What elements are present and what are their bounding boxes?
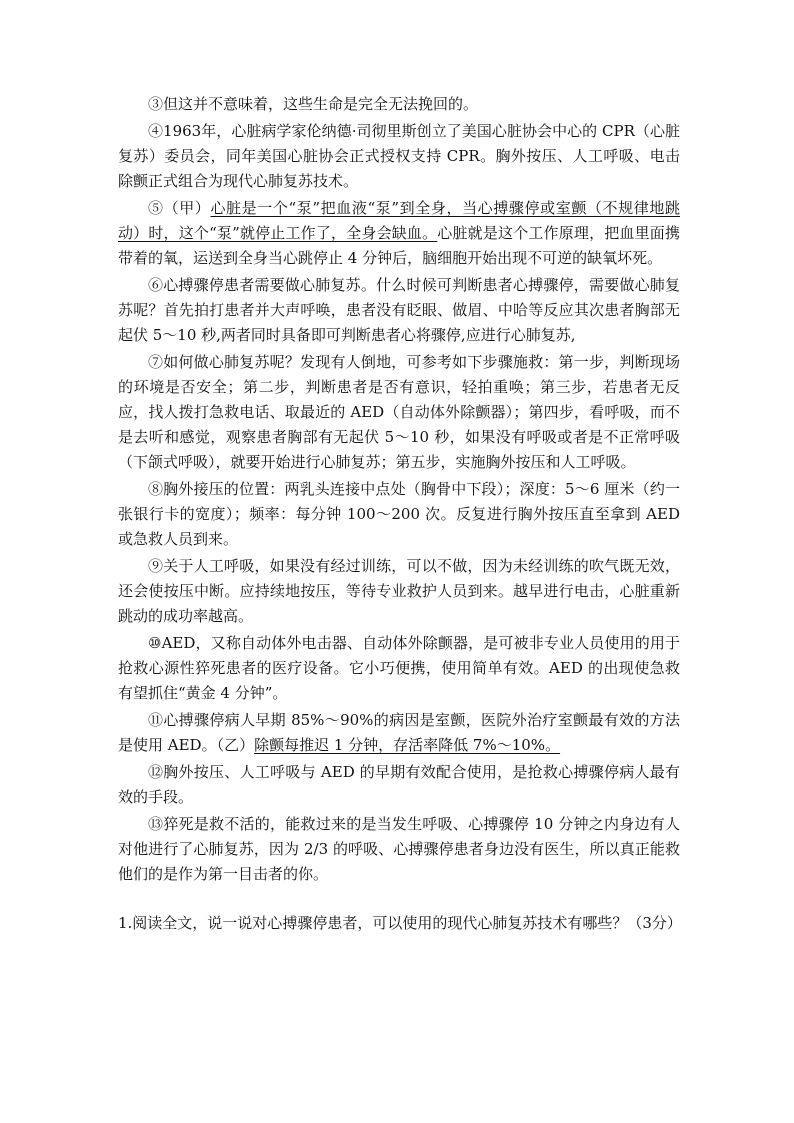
paragraph-text: ⑨关于人工呼吸，如果没有经过训练，可以不做，因为未经训练的吹气既无效，还会使按压中断。应持续地按压，等待专业救护人员到来。越早进行电击，心脏重新跳动的成功率越高。 [118, 557, 680, 625]
paragraph-text: ⑬猝死是救不活的，能救过来的是当发生呼吸、心搏骤停 10 分钟之内身边有人对他进行了心肺复苏，因为 2/3 的呼吸、心搏骤停患者身边没有医生，所以真正能救他们的是作为第一目击者的你。 [118, 815, 680, 883]
question-1: 1.阅读全文，说一说对心搏骤停患者，可以使用的现代心肺复苏技术有哪些？（3分） [118, 914, 682, 932]
paragraph-p6 [118, 273, 680, 348]
underlined-sentence: 除颤每推迟 1 分钟，存活率降低 7%～10%。 [254, 736, 561, 754]
paragraph-p13 [118, 812, 680, 887]
paragraph-text: ④1963年，心脏病学家伦纳德·司彻里斯创立了美国心脏协会中心的 CPR（心脏复苏）委员会，同年美国心脏协会正式授权支持 CPR。胸外按压、人工呼吸、电击除颤正式组合为现代心肺复苏技术。 [118, 122, 680, 190]
paragraph-p8 [118, 477, 680, 552]
paragraph-p4 [118, 119, 680, 194]
paragraph-p9 [118, 554, 680, 629]
paragraph-p5 [118, 196, 680, 271]
paragraph-p3 [118, 92, 680, 117]
paragraph-text: ⑤（甲） [148, 199, 211, 217]
paragraph-text: ⑫胸外按压、人工呼吸与 AED 的早期有效配合使用，是抢救心搏骤停病人最有效的手段。 [118, 763, 680, 806]
paragraph-text: ⑥心搏骤停患者需要做心肺复苏。什么时候可判断患者心搏骤停，需要做心肺复苏呢？首先拍打患者并大声呼唤，患者没有眨眼、做眉、中哈等反应其次患者胸部无起伏 5～10 秒,两者同时具备即可判断患者心将骤停,应进行心肺复苏, [118, 276, 680, 344]
paragraph-p7 [118, 350, 680, 475]
paragraph-text: 心脏就是这个工作原理，把血里面携带着的氧，运送到全身当心跳停止 4 分钟后，脑细胞开始出现不可逆的缺氧坏死。 [118, 224, 680, 267]
paragraph-text: ⑩AED，又称自动体外电击器、自动体外除颤器，是可被非专业人员使用的用于抢救心源性猝死患者的医疗设备。它小巧便携，使用简单有效。AED 的出现使急救有望抓住“黄金 4 分钟”。 [118, 634, 680, 702]
paragraph-text: ⑦如何做心肺复苏呢？发现有人倒地，可参考如下步骤施救：第一步，判断现场的环境是否安全；第二步，判断患者是否有意识，轻拍重唤；第三步，若患者无反应，找人拨打急救电话、取最近的 AED（自动体外除颤器）；第四步，看呼吸，而不是去听和感觉，观察患者胸部有无起伏 5～10 秒，如果没有呼吸或者是不正常呼吸（下颌式呼吸），就要开始进行心肺复苏；第五步，实施胸外按压和人工呼吸。 [118, 353, 680, 471]
paragraph-text: ③但这并不意味着，这些生命是完全无法挽回的。 [148, 95, 479, 113]
paragraph-p10 [118, 631, 680, 706]
paragraph-p12 [118, 760, 680, 810]
paragraph-text: ⑧胸外接压的位置：两乳头连接中点处（胸骨中下段）；深度：5～6 厘米（约一张银行卡的宽度）；频率：每分钟 100～200 次。反复进行胸外按压直至拿到 AED 或急救人员到来。 [118, 480, 680, 548]
underlined-sentence: 心脏是一个“泵”把血液“泵”到全身，当心搏骤停或室颤（不规律地跳动）时，这个“泵”就停止工作了，全身会缺血。 [118, 199, 680, 242]
paragraph-text: ⑪心搏骤停病人早期 85%～90%的病因是室颤，医院外治疗室颤最有效的方法是使用 AED。（乙） [118, 711, 680, 754]
document-page [118, 92, 680, 936]
paragraph-p11 [118, 708, 680, 758]
article-body [118, 92, 680, 887]
